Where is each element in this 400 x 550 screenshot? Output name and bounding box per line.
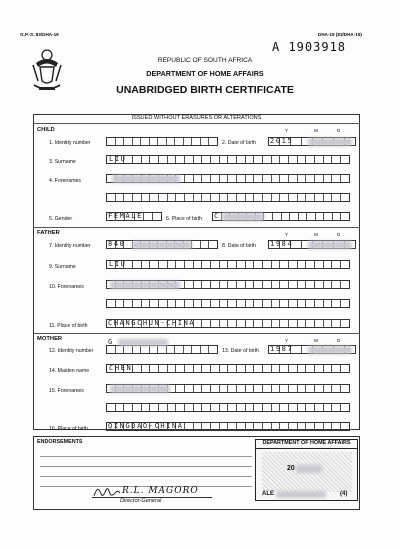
department-name: DEPARTMENT OF HOME AFFAIRS [146, 69, 264, 78]
serial-number: A 1903918 [272, 40, 347, 54]
mother-forenames-grid-2 [106, 403, 350, 412]
country-name: REPUBLIC OF SOUTH AFRICA [157, 57, 253, 64]
stamp-divider [256, 448, 357, 449]
redaction [112, 175, 180, 183]
father-pob-label: 11. Place of birth [49, 323, 88, 329]
month-header: M [314, 128, 318, 133]
child-surname-label: 3. Surname [49, 159, 76, 165]
mother-pob-label: 16. Place of birth [49, 426, 88, 432]
father-identity-value: 840 [108, 240, 126, 248]
mother-maiden-value: CHEN [109, 364, 133, 372]
mother-forenames-label: 15. Forenames [49, 388, 84, 394]
year-header: Y [285, 232, 289, 237]
mother-maiden-label: 14. Maiden name [49, 368, 90, 374]
mother-dob-value: 1987 [270, 345, 294, 353]
father-surname-grid [106, 260, 350, 269]
stamp-year: 20 [287, 465, 295, 472]
endorsements-heading: ENDORSEMENTS [37, 439, 83, 445]
mother-pob-value: QINGDAO-CHINA [108, 422, 184, 430]
stamp-office: ALE [262, 491, 274, 497]
form-code-left: G.P.-S. 83/DHA-19 [20, 32, 59, 37]
redaction [276, 491, 326, 498]
child-surname-grid [106, 155, 350, 164]
child-surname-value: LIU [109, 155, 127, 163]
month-header: M [314, 338, 318, 343]
redaction [296, 465, 322, 473]
child-pob-label: 6. Place of birth [166, 216, 203, 222]
father-surname-value: LIU [109, 260, 127, 268]
redaction [110, 281, 180, 289]
redaction [118, 339, 168, 346]
father-dob-label: 8. Date of birth [222, 243, 257, 249]
year-header: Y [285, 128, 289, 133]
redaction [308, 138, 352, 146]
document-title: UNABRIDGED BIRTH CERTIFICATE [116, 84, 294, 96]
child-dob-label: 2. Date of birth [222, 140, 257, 146]
section-divider [33, 227, 360, 228]
mother-maiden-grid [106, 364, 350, 373]
child-heading: CHILD [37, 127, 55, 133]
mother-identity-label: 12. Identity number [49, 348, 94, 354]
child-dob-value: 2015 [270, 137, 294, 145]
stamp-title: DEPARTMENT OF HOME AFFAIRS [262, 440, 351, 446]
endorsement-line [40, 456, 252, 457]
child-identity-grid [106, 137, 218, 146]
redaction [110, 385, 170, 393]
redaction [308, 346, 352, 354]
signature: R.L. MAGORO [122, 486, 199, 496]
issue-notice: ISSUED WITHOUT ERASURES OR ALTERATIONS [131, 115, 262, 121]
child-gender-value: FEMALE [108, 212, 143, 220]
mother-heading: MOTHER [37, 336, 63, 342]
father-dob-value: 1984 [270, 240, 294, 248]
endorsement-line [40, 466, 252, 467]
child-pob-value: C [214, 212, 220, 220]
father-heading: FATHER [37, 230, 60, 236]
notice-divider [33, 123, 360, 124]
signer-title: Director-General [120, 498, 162, 504]
child-forenames-grid-2 [106, 193, 350, 202]
month-header: M [314, 232, 318, 237]
endorsement-line [40, 476, 252, 477]
redaction [308, 241, 352, 249]
mother-identity-value: G [108, 338, 114, 346]
section-divider [33, 333, 360, 334]
day-header: D [337, 338, 341, 343]
mother-dob-label: 13. Date of birth [222, 348, 259, 354]
father-pob-value: CHANGCHUN-CHINA [108, 319, 196, 327]
form-code-right: DHA-19 (83/DHA-19) [318, 32, 362, 37]
child-gender-label: 5. Gender [49, 216, 73, 222]
mother-identity-grid [106, 345, 218, 354]
day-header: D [337, 128, 341, 133]
redaction [222, 213, 264, 221]
stamp-code: (4) [340, 491, 348, 497]
day-header: D [337, 232, 341, 237]
father-identity-label: 7. Identity number [49, 243, 91, 249]
redaction [132, 241, 192, 249]
father-forenames-label: 10. Forenames [49, 284, 84, 290]
father-surname-label: 9. Surname [49, 264, 76, 270]
father-forenames-grid-2 [106, 299, 350, 308]
year-header: Y [285, 338, 289, 343]
child-forenames-label: 4. Forenames [49, 178, 82, 184]
child-identity-label: 1. Identity number [49, 140, 91, 146]
